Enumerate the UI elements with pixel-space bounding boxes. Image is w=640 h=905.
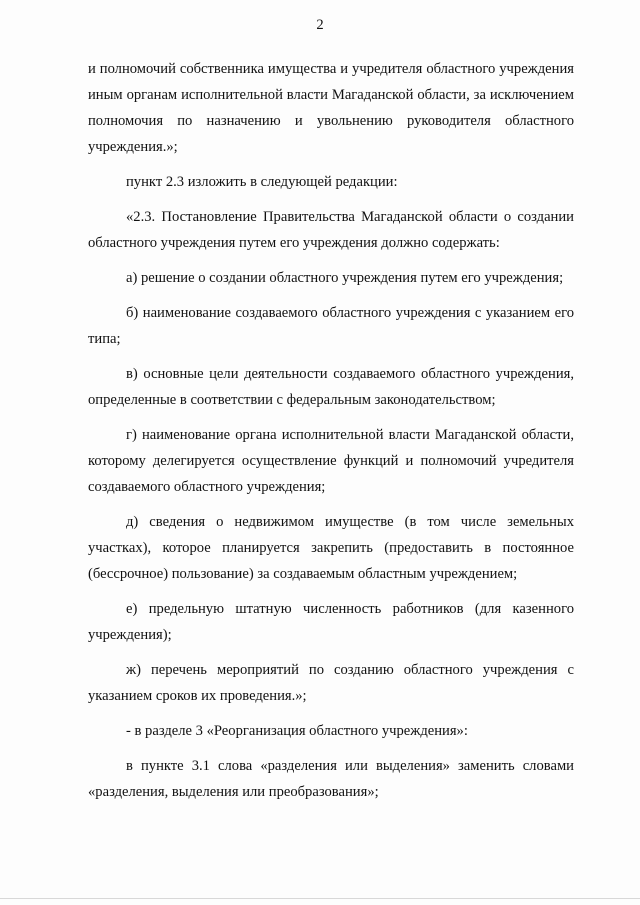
document-body xyxy=(88,56,574,814)
paragraph-item-v: в) основные цели деятельности создаваемого областного учреждения, определенные в соответствии с федеральным законодательством; xyxy=(88,366,574,408)
paragraph-item-b: б) наименование создаваемого областного учреждения с указанием его типа; xyxy=(88,305,574,347)
page-number: 2 xyxy=(316,17,324,33)
paragraph-clause-2-3-intro: пункт 2.3 изложить в следующей редакции: xyxy=(126,174,398,190)
paragraph-clause-3-1: в пункте 3.1 слова «разделения или выделения» заменить словами «разделения, выделения или преобразования»; xyxy=(88,758,574,800)
paragraph-item-d: д) сведения о недвижимом имуществе (в том числе земельных участках), которое планируется закрепить (предоставить в постоянное (бессрочное) пользование) за создаваемым областным учреждением; xyxy=(88,514,574,582)
paragraph-clause-2-3: «2.3. Постановление Правительства Магаданской области о создании областного учреждения путем его учреждения должно содержать: xyxy=(88,209,574,251)
scan-edge-line xyxy=(0,898,640,899)
paragraph-item-e: е) предельную штатную численность работников (для казенного учреждения); xyxy=(88,601,574,643)
paragraph-item-g: г) наименование органа исполнительной власти Магаданской области, которому делегируется осуществление функций и полномочий учредителя создаваемого областного учреждения; xyxy=(88,427,574,495)
paragraph-item-zh: ж) перечень мероприятий по созданию областного учреждения с указанием сроков их проведения.»; xyxy=(88,662,574,704)
paragraph-continuation: и полномочий собственника имущества и учредителя областного учреждения иным органам исполнительной власти Магаданской области, за исключением полномочия по назначению и увольнению руководителя областного учреждения.»; xyxy=(88,61,574,155)
paragraph-section-3: - в разделе 3 «Реорганизация областного учреждения»: xyxy=(126,723,468,739)
paragraph-item-a: а) решение о создании областного учреждения путем его учреждения; xyxy=(126,270,564,286)
